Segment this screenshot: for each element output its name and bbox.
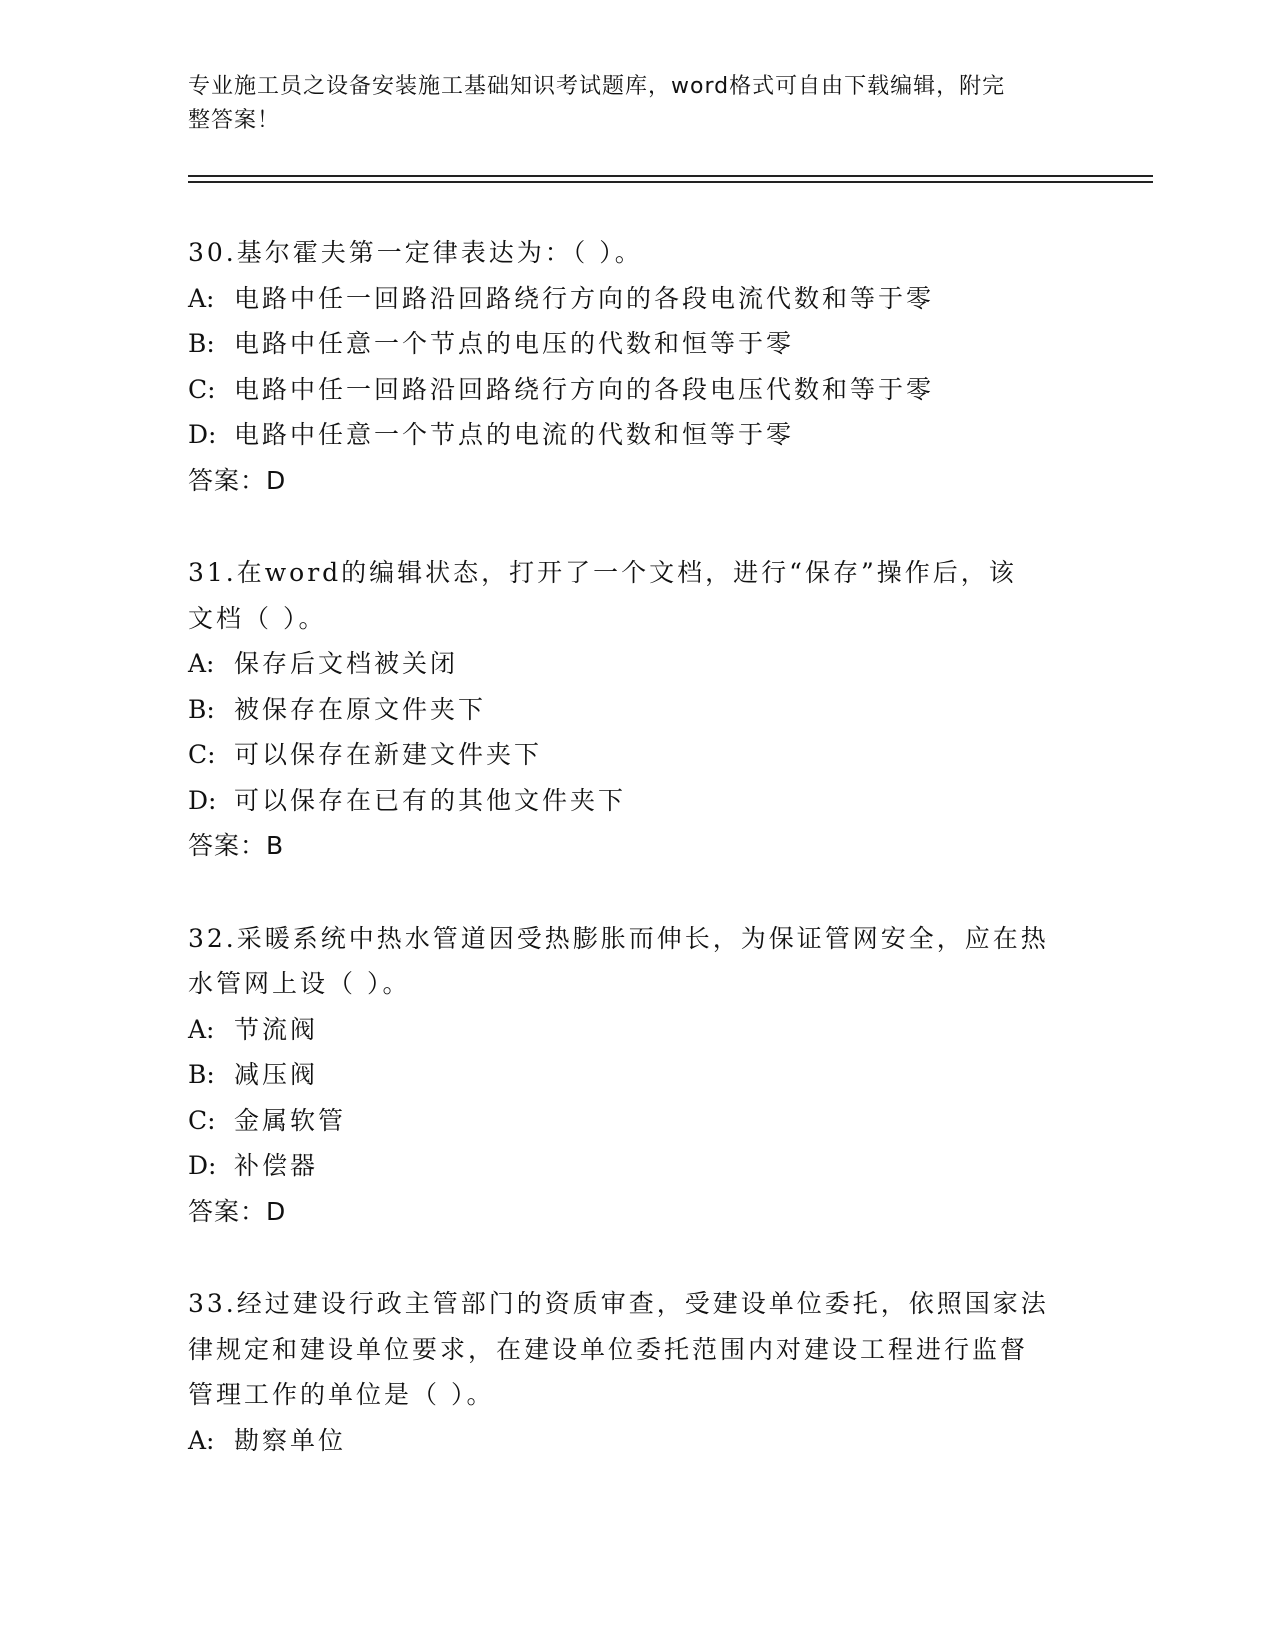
- option-text: 电路中任一回路沿回路绕行方向的各段电流代数和等于零: [234, 283, 935, 313]
- option-text: 电路中任意一个节点的电压的代数和恒等于零: [234, 329, 795, 358]
- option-letter: D:: [188, 1151, 217, 1180]
- option-d: [188, 778, 1088, 824]
- document-header: [188, 70, 1068, 138]
- question-30: [188, 230, 1088, 503]
- question-33: [188, 1281, 1088, 1463]
- option-c: [188, 367, 1088, 413]
- option-a: [188, 1007, 1088, 1053]
- option-text: 补偿器: [234, 1151, 319, 1180]
- question-31: [188, 550, 1088, 869]
- option-letter: A:: [188, 283, 215, 313]
- header-divider-bottom: [188, 181, 1153, 183]
- option-letter: D:: [188, 420, 217, 449]
- option-text: 减压阀: [234, 1060, 319, 1089]
- answer-line: 答案：D: [188, 465, 287, 495]
- answer-line: 答案：D: [188, 1196, 287, 1226]
- option-letter: C:: [188, 1105, 216, 1135]
- option-c: [188, 1098, 1088, 1144]
- option-text: 电路中任一回路沿回路绕行方向的各段电压代数和等于零: [234, 374, 935, 404]
- option-text: 金属软管: [234, 1105, 347, 1135]
- question-stem: 32.采暖系统中热水管道因受热膨胀而伸长，为保证管网安全，应在热: [188, 923, 1049, 953]
- option-letter: C:: [188, 374, 216, 404]
- option-letter: B:: [188, 1060, 215, 1089]
- option-b: [188, 1052, 1088, 1098]
- option-d: [188, 1143, 1088, 1189]
- option-d: [188, 412, 1088, 458]
- option-letter: C:: [188, 740, 216, 769]
- option-letter: B:: [188, 694, 215, 724]
- option-b: [188, 321, 1088, 367]
- question-32: [188, 916, 1088, 1235]
- option-a: [188, 1418, 1088, 1464]
- answer-line: 答案：B: [188, 831, 285, 860]
- question-stem: 31.在word的编辑状态，打开了一个文档，进行“保存”操作后，该: [188, 558, 1017, 587]
- question-stem-continued: 管理工作的单位是（ ）。: [188, 1380, 495, 1409]
- question-stem-continued: 文档（ ）。: [188, 603, 327, 633]
- option-text: 节流阀: [234, 1014, 319, 1044]
- option-text: 可以保存在已有的其他文件夹下: [234, 785, 627, 815]
- option-text: 被保存在原文件夹下: [234, 694, 487, 724]
- option-c: [188, 732, 1088, 778]
- header-divider-top: [188, 175, 1153, 177]
- option-letter: A:: [188, 649, 215, 678]
- header-line-2: 整答案！: [188, 108, 281, 133]
- option-text: 可以保存在新建文件夹下: [234, 740, 543, 769]
- option-text: 勘察单位: [234, 1425, 347, 1455]
- option-text: 保存后文档被关闭: [234, 649, 459, 678]
- option-letter: D:: [188, 785, 217, 815]
- option-a: [188, 641, 1088, 687]
- option-letter: B:: [188, 329, 215, 358]
- option-a: [188, 276, 1088, 322]
- header-line-1: 专业施工员之设备安装施工基础知识考试题库，word格式可自由下载编辑，附完: [188, 74, 1006, 99]
- question-list: [188, 230, 1088, 1510]
- question-stem: 33.经过建设行政主管部门的资质审查，受建设单位委托，依照国家法: [188, 1289, 1049, 1318]
- option-text: 电路中任意一个节点的电流的代数和恒等于零: [234, 420, 795, 449]
- option-letter: A:: [188, 1425, 215, 1455]
- question-stem-continued: 律规定和建设单位要求，在建设单位委托范围内对建设工程进行监督: [188, 1334, 1029, 1364]
- option-letter: A:: [188, 1014, 215, 1044]
- question-stem: 30.基尔霍夫第一定律表达为：（ ）。: [188, 238, 643, 267]
- option-b: [188, 687, 1088, 733]
- question-stem-continued: 水管网上设（ ）。: [188, 969, 411, 998]
